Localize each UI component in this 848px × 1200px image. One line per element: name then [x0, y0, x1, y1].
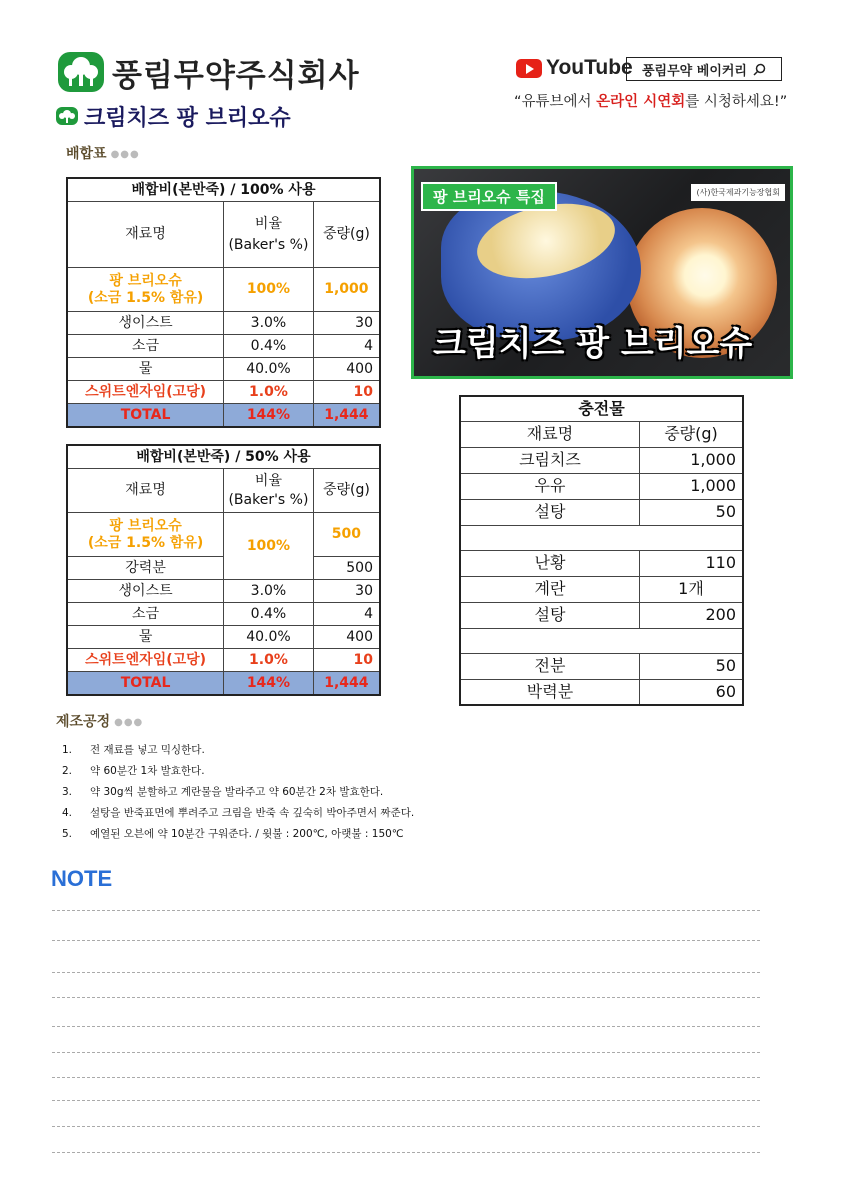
col-ratio — [224, 202, 314, 268]
row-weight: 1,000 — [639, 473, 743, 499]
row-ratio: 40.0% — [224, 358, 314, 381]
section-recipe-label: 배합표 — [66, 146, 107, 162]
spacer-row — [460, 628, 743, 653]
spacer-cell — [460, 525, 743, 550]
col-weight: 중량(g) — [639, 421, 743, 447]
col-ratio — [224, 469, 314, 513]
association-logo: (사)한국제과기능장협회 — [691, 184, 785, 201]
note-heading: NOTE — [51, 866, 113, 891]
table-row — [460, 602, 743, 628]
spacer-row — [460, 525, 743, 550]
col-name: 재료명 — [460, 421, 639, 447]
row-name: 생이스트 — [67, 580, 224, 603]
section-recipe — [66, 143, 140, 163]
col-name: 재료명 — [67, 469, 224, 513]
table-row — [67, 358, 380, 381]
col-ratio-unit: (Baker's %) — [228, 491, 309, 508]
row-name: 설탕 — [460, 602, 639, 628]
step-number: 5. — [62, 828, 73, 840]
note-line — [52, 972, 760, 973]
search-icon — [753, 63, 766, 76]
tagline-suffix: 를 시청하세요!” — [685, 94, 788, 110]
row-weight: 4 — [313, 603, 380, 626]
row-weight: 30 — [313, 580, 380, 603]
row-ratio: 40.0% — [224, 626, 314, 649]
premix-name — [67, 513, 224, 557]
row-name: 물 — [67, 358, 224, 381]
thumbnail-title: 크림치즈 팡 브리오슈 — [433, 324, 753, 364]
thumbnail-tag: 팡 브리오슈 특집 — [421, 182, 557, 211]
row-ratio: 0.4% — [224, 603, 314, 626]
step-text: 약 30g씩 분할하고 계란물을 발라주고 약 60분간 2차 발효한다. — [90, 786, 384, 798]
row-weight: 30 — [313, 312, 380, 335]
dots-icon: ●●● — [110, 148, 140, 160]
row-ratio: 3.0% — [224, 312, 314, 335]
list-item — [62, 740, 414, 761]
row-name: 물 — [67, 626, 224, 649]
note-line — [52, 1100, 760, 1101]
youtube-search-box[interactable] — [626, 57, 782, 81]
row-weight: 60 — [639, 679, 743, 705]
company-logo-icon — [58, 52, 104, 92]
tagline — [514, 90, 787, 111]
note-line — [52, 910, 760, 911]
col-name: 재료명 — [67, 202, 224, 268]
row-weight: 400 — [313, 626, 380, 649]
row-name: 계란 — [460, 576, 639, 602]
row-weight: 4 — [313, 335, 380, 358]
premix-name-2: (소금 1.5% 함유) — [87, 534, 204, 551]
table-row — [67, 626, 380, 649]
list-item — [62, 761, 414, 782]
row-weight: 110 — [639, 550, 743, 576]
special-weight: 10 — [313, 649, 380, 672]
premix-weight: 500 — [313, 513, 380, 557]
note-line — [52, 1152, 760, 1153]
step-number: 1. — [62, 744, 73, 756]
premix-name-2: (소금 1.5% 함유) — [87, 289, 204, 306]
premix-ratio: 100% — [224, 513, 314, 580]
table-row — [460, 679, 743, 705]
table-row — [460, 576, 743, 602]
search-query: 풍림무약 베이커리 — [642, 63, 747, 79]
note-line — [52, 940, 760, 941]
row-weight: 1개 — [639, 576, 743, 602]
step-text: 전 재료를 넣고 믹싱한다. — [90, 744, 205, 756]
total-name: TOTAL — [67, 672, 224, 696]
row-name: 우유 — [460, 473, 639, 499]
row-name: 소금 — [67, 335, 224, 358]
filling-title: 충전물 — [460, 396, 743, 421]
row-name: 생이스트 — [67, 312, 224, 335]
table-row — [67, 335, 380, 358]
row-weight: 50 — [639, 499, 743, 525]
step-text: 예열된 오븐에 약 10분간 구워준다. / 윗불 : 200℃, 아랫불 : 150℃ — [90, 828, 404, 840]
col-weight: 중량(g) — [313, 202, 380, 268]
section-process — [56, 711, 143, 731]
dots-icon: ●●● — [114, 716, 144, 728]
table-row-special — [67, 381, 380, 404]
table-row — [67, 312, 380, 335]
total-ratio: 144% — [224, 672, 314, 696]
row-weight: 400 — [313, 358, 380, 381]
col-weight: 중량(g) — [313, 469, 380, 513]
premix-name-1: 팡 브리오슈 — [109, 272, 182, 289]
premix-weight: 1,000 — [313, 268, 380, 312]
row-weight: 50 — [639, 653, 743, 679]
title-logo-icon — [56, 107, 78, 125]
row-name: 강력분 — [67, 557, 224, 580]
list-item — [62, 803, 414, 824]
special-ratio: 1.0% — [224, 381, 314, 404]
note-line — [52, 1077, 760, 1078]
special-name: 스위트엔자임(고당) — [67, 381, 224, 404]
process-list — [62, 740, 414, 845]
table-row-special — [67, 649, 380, 672]
row-name: 크림치즈 — [460, 447, 639, 473]
step-text: 설탕을 반죽표면에 뿌려주고 크림을 반죽 속 깊숙히 박아주면서 짜준다. — [90, 807, 415, 819]
thumbnail-frame — [411, 166, 793, 379]
row-weight: 1,000 — [639, 447, 743, 473]
row-weight: 500 — [313, 557, 380, 580]
table-row — [460, 473, 743, 499]
total-name: TOTAL — [67, 404, 224, 428]
list-item — [62, 824, 414, 845]
row-name: 전분 — [460, 653, 639, 679]
table-row — [67, 557, 380, 580]
spacer-cell — [460, 628, 743, 653]
step-number: 4. — [62, 807, 73, 819]
table-row — [460, 447, 743, 473]
table-row — [460, 653, 743, 679]
row-ratio: 0.4% — [224, 335, 314, 358]
step-text: 약 60분간 1차 발효한다. — [90, 765, 205, 777]
note-line — [52, 1052, 760, 1053]
table-row — [67, 603, 380, 626]
total-ratio: 144% — [224, 404, 314, 428]
list-item — [62, 782, 414, 803]
row-name: 난황 — [460, 550, 639, 576]
row-name: 소금 — [67, 603, 224, 626]
row-ratio: 3.0% — [224, 580, 314, 603]
step-number: 2. — [62, 765, 73, 777]
filling-table — [459, 395, 744, 706]
youtube-play-icon[interactable] — [516, 59, 542, 78]
step-number: 3. — [62, 786, 73, 798]
premix-name — [67, 268, 224, 312]
row-name: 박력분 — [460, 679, 639, 705]
col-ratio-label: 비율 — [254, 215, 282, 232]
special-name: 스위트엔자임(고당) — [67, 649, 224, 672]
premix-name-1: 팡 브리오슈 — [109, 517, 182, 534]
special-ratio: 1.0% — [224, 649, 314, 672]
section-process-label: 제조공정 — [56, 714, 111, 730]
row-name: 설탕 — [460, 499, 639, 525]
table-row — [67, 580, 380, 603]
col-ratio-unit: (Baker's %) — [228, 236, 309, 253]
row-weight: 200 — [639, 602, 743, 628]
table-row — [460, 550, 743, 576]
total-weight: 1,444 — [313, 404, 380, 428]
premix-ratio: 100% — [224, 268, 314, 312]
tagline-prefix: “유튜브에서 — [514, 94, 597, 110]
youtube-label[interactable]: YouTube — [546, 56, 633, 79]
total-weight: 1,444 — [313, 672, 380, 696]
tagline-highlight: 온라인 시연회 — [596, 94, 686, 110]
note-line — [52, 1126, 760, 1127]
video-thumbnail[interactable] — [411, 166, 793, 379]
table-row-total — [67, 404, 380, 428]
recipe-table-100 — [66, 177, 381, 428]
page-title: 크림치즈 팡 브리오슈 — [84, 106, 291, 131]
table-title: 배합비(본반죽) / 50% 사용 — [67, 445, 380, 469]
table-row-total — [67, 672, 380, 696]
recipe-table-50 — [66, 444, 381, 696]
special-weight: 10 — [313, 381, 380, 404]
col-ratio-label: 비율 — [254, 472, 282, 489]
table-row — [460, 499, 743, 525]
table-title: 배합비(본반죽) / 100% 사용 — [67, 178, 380, 202]
company-name: 풍림무약주식회사 — [112, 58, 360, 94]
note-line — [52, 997, 760, 998]
note-line — [52, 1026, 760, 1027]
